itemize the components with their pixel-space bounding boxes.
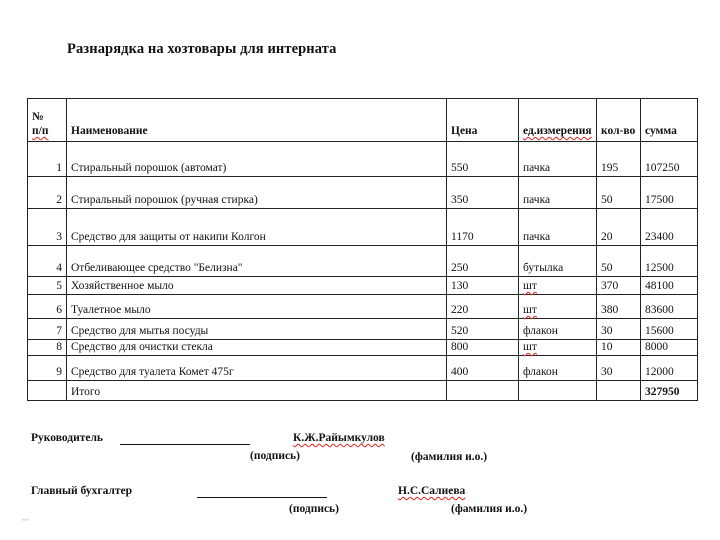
- footer-mark: ***: [22, 519, 30, 525]
- table-row: [28, 246, 698, 277]
- row-name: Средство для очистки стекла: [67, 340, 447, 356]
- row-sum: 48100: [641, 277, 698, 295]
- total-qty-cell: [597, 381, 641, 401]
- header-unit: ед.измерения: [519, 99, 597, 142]
- row-name: [67, 209, 447, 246]
- row-qty: 195: [597, 142, 641, 177]
- row-name: Хозяйственное мыло: [67, 277, 447, 295]
- header-number-pp: п/п: [32, 125, 49, 137]
- supplies-table: [27, 98, 698, 401]
- row-number: 4: [28, 246, 67, 277]
- row-number: 6: [28, 295, 67, 319]
- row-number: 5: [28, 277, 67, 295]
- row-number: 2: [28, 177, 67, 209]
- row-price: 520: [447, 319, 519, 340]
- row-unit: бутылка: [519, 246, 597, 277]
- row-unit: шт: [519, 277, 597, 295]
- row-number: 7: [28, 319, 67, 340]
- row-number: 1: [28, 142, 67, 177]
- total-price-cell: [447, 381, 519, 401]
- head-name: [293, 432, 385, 444]
- row-qty: 50: [597, 177, 641, 209]
- header-sum: сумма: [641, 99, 698, 142]
- accountant-name-text: Н.С.Салиева: [398, 485, 466, 497]
- accountant-signature-line: [197, 497, 327, 498]
- row-name: Стиральный порошок (автомат): [67, 142, 447, 177]
- row-price: 550: [447, 142, 519, 177]
- row-name: Отбеливающее средство "Белизна": [67, 246, 447, 277]
- table-row: [28, 177, 698, 209]
- row-name-text: Средство для защиты от накипи Колгон: [71, 231, 266, 243]
- row-price: 400: [447, 356, 519, 381]
- table-total-row: [28, 381, 698, 401]
- row-number: 9: [28, 356, 67, 381]
- document-title: Разнарядка на хозтовары для интерната: [67, 41, 337, 57]
- header-number: [28, 99, 67, 142]
- row-number: 8: [28, 340, 67, 356]
- table-header-row: [28, 99, 698, 142]
- row-qty: 10: [597, 340, 641, 356]
- row-unit: шт: [519, 295, 597, 319]
- header-price: Цена: [447, 99, 519, 142]
- row-price: 800: [447, 340, 519, 356]
- row-qty: 30: [597, 319, 641, 340]
- row-unit: пачка: [519, 177, 597, 209]
- row-sum: 17500: [641, 177, 698, 209]
- row-qty: 380: [597, 295, 641, 319]
- total-unit-cell: [519, 381, 597, 401]
- row-qty: 370: [597, 277, 641, 295]
- row-sum: 12000: [641, 356, 698, 381]
- row-unit: флакон: [519, 356, 597, 381]
- row-sum: 83600: [641, 295, 698, 319]
- head-name-text: К.Ж.Райымкулов: [293, 432, 385, 444]
- row-price: 220: [447, 295, 519, 319]
- table-row: [28, 319, 698, 340]
- accountant-name-caption: (фамилия и.о.): [451, 503, 528, 515]
- row-sum: 107250: [641, 142, 698, 177]
- head-name-caption: (фамилия и.о.): [411, 451, 488, 463]
- table-row: [28, 277, 698, 295]
- row-unit: пачка: [519, 142, 597, 177]
- accountant-role: Главный бухгалтер: [31, 485, 133, 497]
- row-sum: 12500: [641, 246, 698, 277]
- row-number: 3: [28, 209, 67, 246]
- row-qty: 50: [597, 246, 641, 277]
- row-price: 350: [447, 177, 519, 209]
- table-row: [28, 295, 698, 319]
- row-qty: 20: [597, 209, 641, 246]
- head-sign-caption: (подпись): [250, 450, 300, 462]
- row-unit: пачка: [519, 209, 597, 246]
- head-role: Руководитель: [31, 432, 103, 444]
- table-row: [28, 142, 698, 177]
- row-name: Туалетное мыло: [67, 295, 447, 319]
- row-sum: 23400: [641, 209, 698, 246]
- row-sum: 15600: [641, 319, 698, 340]
- row-qty: 30: [597, 356, 641, 381]
- row-price: 250: [447, 246, 519, 277]
- table-row: [28, 340, 698, 356]
- total-sum: 327950: [641, 381, 698, 401]
- row-name: Средство для туалета Комет 475г: [67, 356, 447, 381]
- total-label: Итого: [67, 381, 447, 401]
- row-price: 130: [447, 277, 519, 295]
- header-number-symbol: №: [32, 111, 44, 123]
- head-signature-line: [120, 444, 250, 445]
- header-name: Наименование: [67, 99, 447, 142]
- row-price: 1170: [447, 209, 519, 246]
- row-sum: 8000: [641, 340, 698, 356]
- table-row: [28, 356, 698, 381]
- row-name: Стиральный порошок (ручная стирка): [67, 177, 447, 209]
- accountant-name: [398, 485, 465, 497]
- header-qty: кол-во: [597, 99, 641, 142]
- row-unit: шт: [519, 340, 597, 356]
- row-unit: флакон: [519, 319, 597, 340]
- accountant-sign-caption: (подпись): [289, 503, 339, 515]
- table-row: [28, 209, 698, 246]
- total-number-cell: [28, 381, 67, 401]
- row-name: Средство для мытья посуды: [67, 319, 447, 340]
